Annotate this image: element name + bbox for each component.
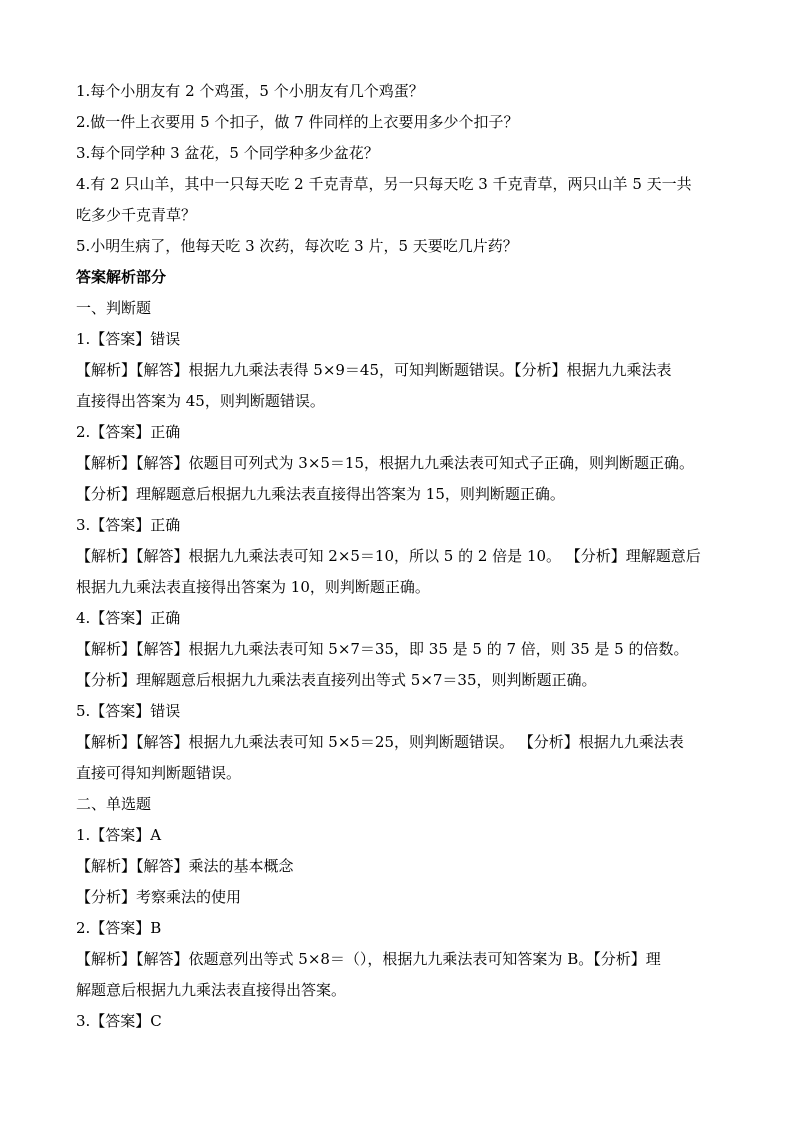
section-2-explanation-1-line-2: 【分析】考察乘法的使用: [76, 888, 242, 906]
section-1-answer-5: 5.【答案】错误: [76, 702, 181, 720]
question-5: 5.小明生病了，他每天吃 3 次药，每次吃 3 片，5 天要吃几片药？: [76, 237, 518, 255]
section-1-explanation-2-line-1: 【解析】【解答】依题目可列式为 3×5＝15，根据九九乘法表可知式子正确，则判断题正确。: [76, 454, 695, 472]
section-1-explanation-1-line-1: 【解析】【解答】根据九九乘法表得 5×9＝45，可知判断题错误。【分析】根据九九乘法表: [76, 361, 672, 379]
question-3: 3.每个同学种 3 盆花，5 个同学种多少盆花？: [76, 144, 379, 162]
section-1-explanation-2-line-2: 【分析】理解题意后根据九九乘法表直接得出答案为 15，则判断题正确。: [76, 485, 565, 503]
section-2-answer-2: 2.【答案】B: [76, 919, 162, 937]
section-1-title: 一、判断题: [76, 299, 152, 317]
section-1-explanation-3-line-2: 根据九九乘法表直接得出答案为 10，则判断题正确。: [76, 578, 430, 596]
section-2-explanation-2-line-2: 解题意后根据九九乘法表直接得出答案。: [76, 981, 347, 999]
section-1-answer-1: 1.【答案】错误: [76, 330, 181, 348]
question-4: 4.有 2 只山羊，其中一只每天吃 2 千克青草，另一只每天吃 3 千克青草，两只山羊 5 天一共: [76, 175, 692, 193]
question-2: 2.做一件上衣要用 5 个扣子，做 7 件同样的上衣要用多少个扣子？: [76, 113, 519, 131]
section-2-explanation-1-line-1: 【解析】【解答】乘法的基本概念: [76, 857, 294, 875]
section-2-answer-3: 3.【答案】C: [76, 1012, 162, 1030]
section-1-explanation-5-line-2: 直接可得知判断题错误。: [76, 764, 242, 782]
section-1-answer-3: 3.【答案】正确: [76, 516, 181, 534]
answer-section-title: 答案解析部分: [76, 268, 167, 286]
section-2-explanation-2-line-1: 【解析】【解答】依题意列出等式 5×8＝（），根据九九乘法表可知答案为 B。【分析】理: [76, 950, 661, 968]
section-1-answer-2: 2.【答案】正确: [76, 423, 181, 441]
section-1-explanation-4-line-2: 【分析】理解题意后根据九九乘法表直接列出等式 5×7＝35，则判断题正确。: [76, 671, 597, 689]
question-4-continued: 吃多少千克青草？: [76, 206, 197, 224]
question-1: 1.每个小朋友有 2 个鸡蛋，5 个小朋友有几个鸡蛋？: [76, 82, 424, 100]
section-1-explanation-1-line-2: 直接得出答案为 45，则判断题错误。: [76, 392, 325, 410]
section-1-explanation-3-line-1: 【解析】【解答】根据九九乘法表可知 2×5＝10，所以 5 的 2 倍是 10。 【分析】理解题意后: [76, 547, 701, 565]
section-2-answer-1: 1.【答案】A: [76, 826, 162, 844]
section-2-title: 二、单选题: [76, 795, 152, 813]
section-1-answer-4: 4.【答案】正确: [76, 609, 181, 627]
section-1-explanation-5-line-1: 【解析】【解答】根据九九乘法表可知 5×5＝25，则判断题错误。 【分析】根据九九乘法表: [76, 733, 684, 751]
section-1-explanation-4-line-1: 【解析】【解答】根据九九乘法表可知 5×7＝35，即 35 是 5 的 7 倍，则 35 是 5 的倍数。: [76, 640, 689, 658]
